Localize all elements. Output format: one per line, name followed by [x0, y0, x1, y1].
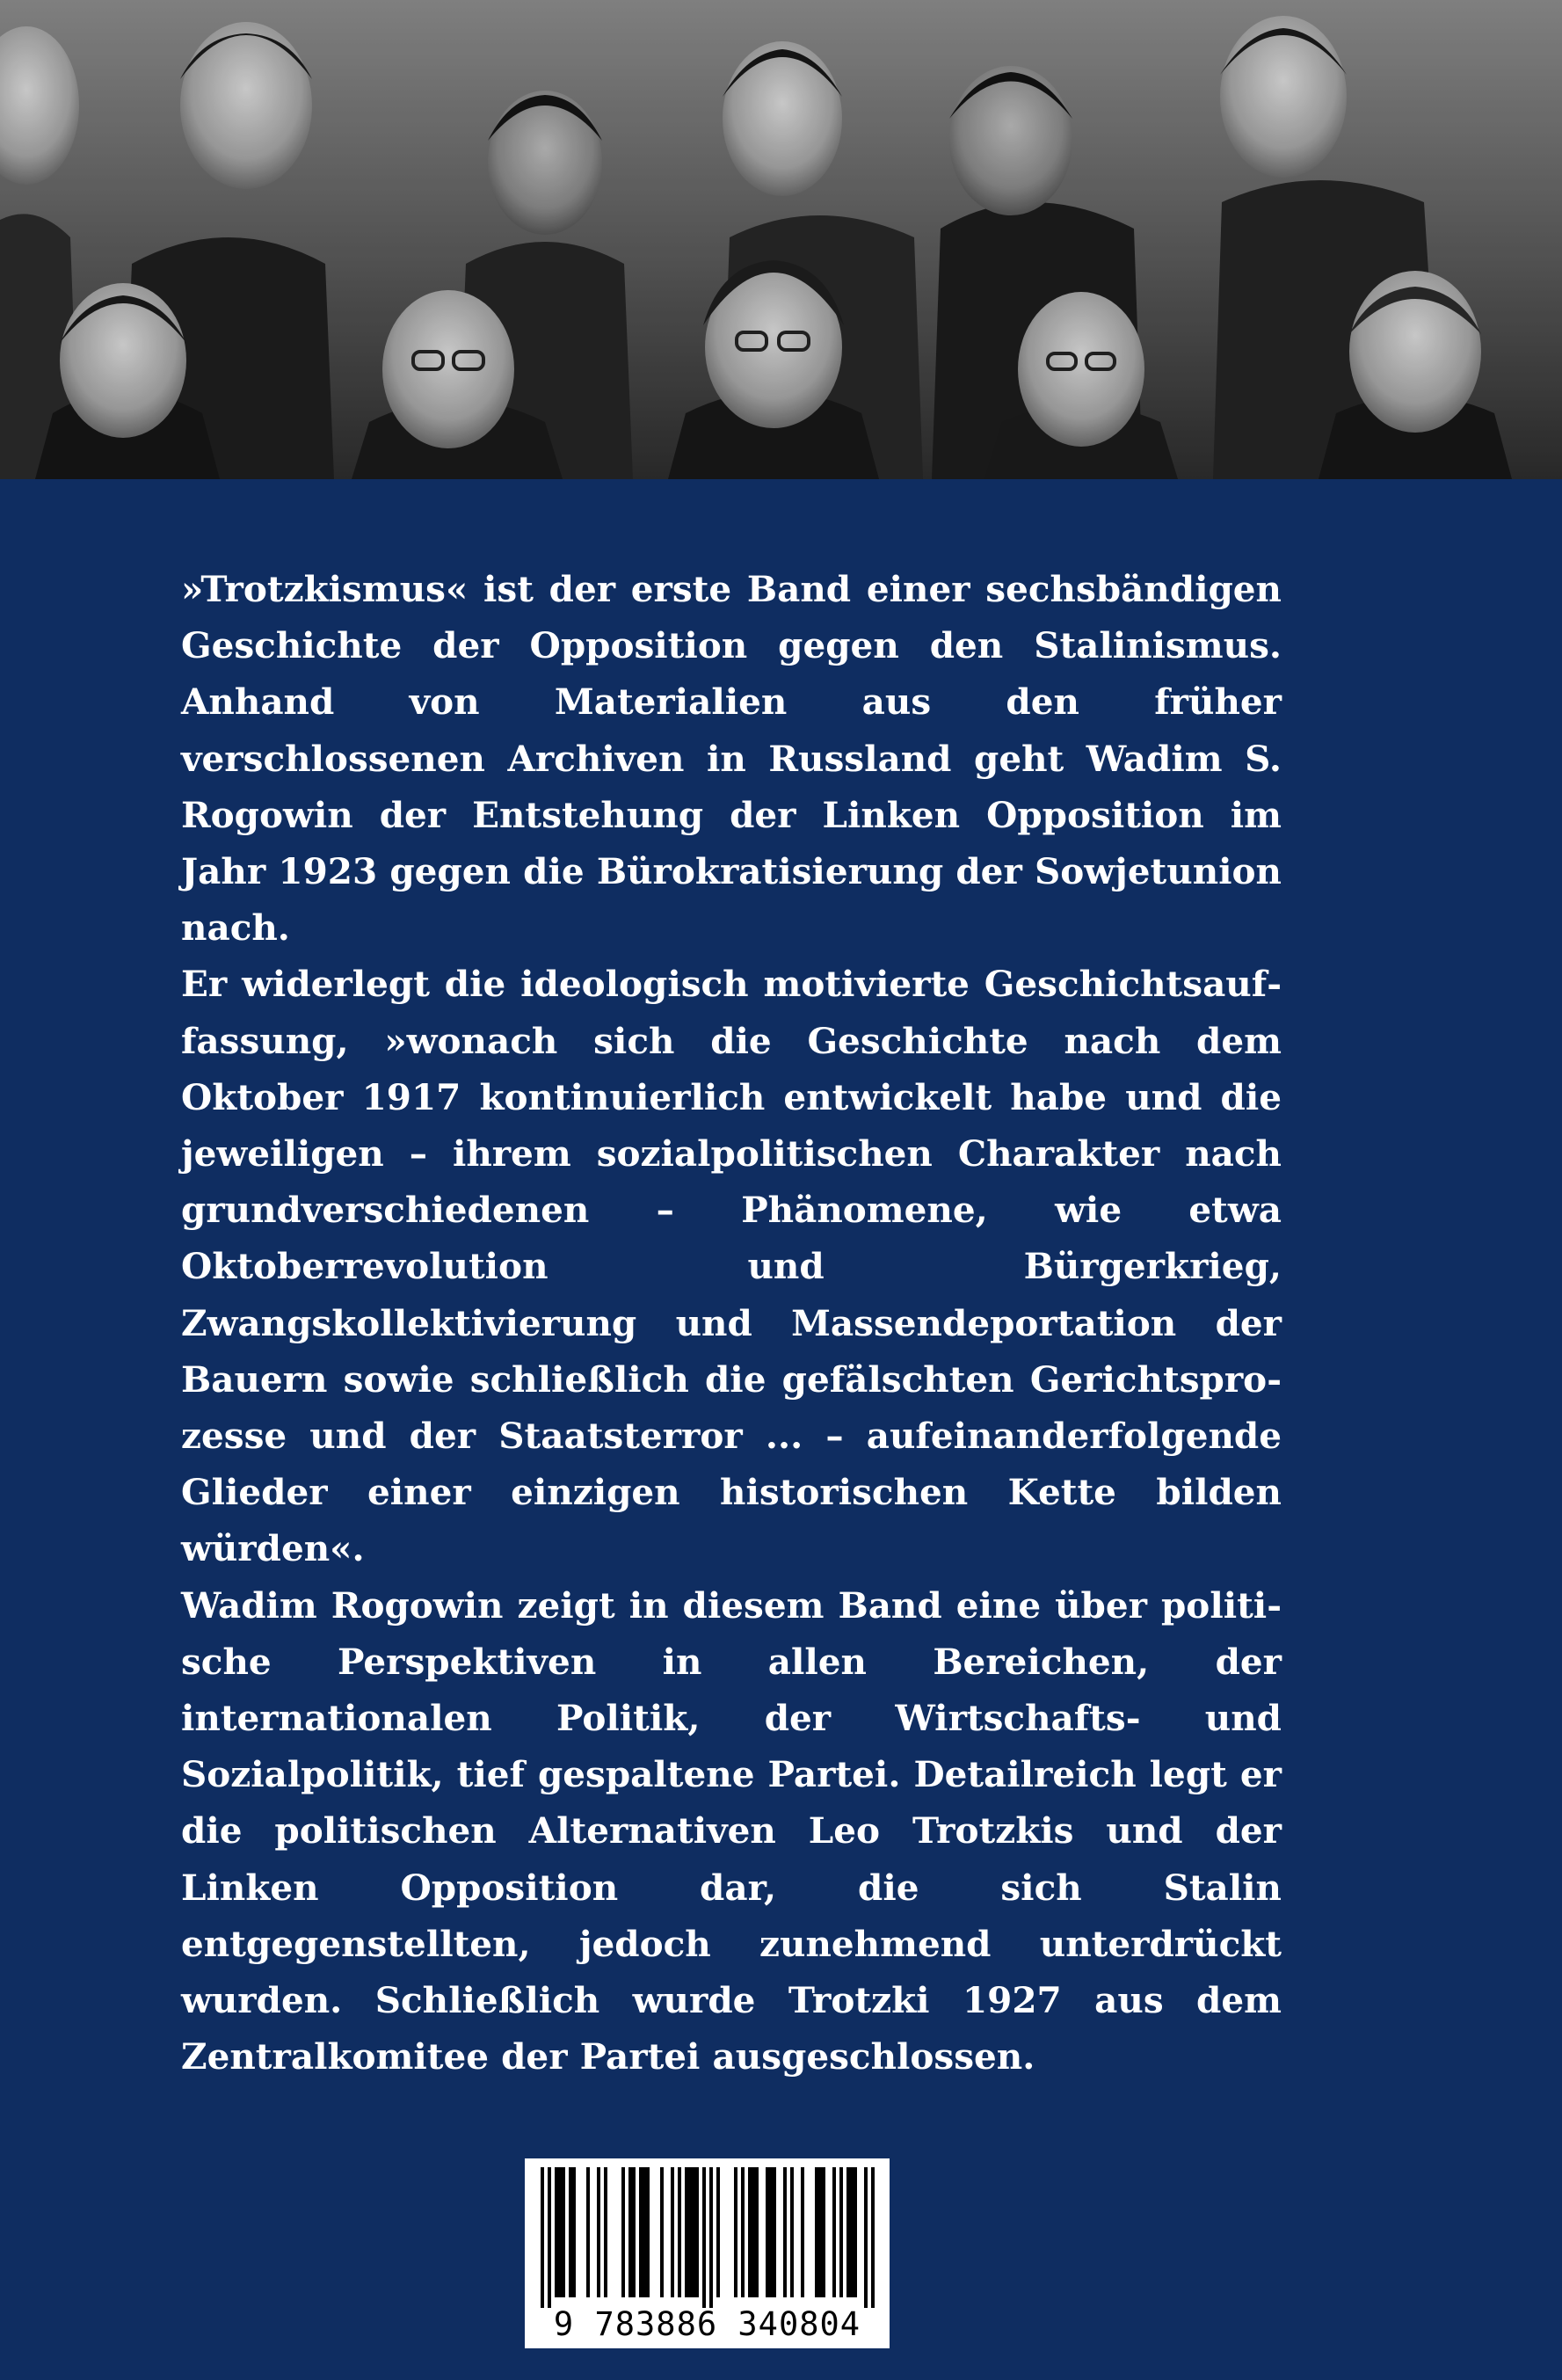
barcode-bar — [586, 2167, 590, 2297]
barcode-bar — [643, 2167, 646, 2297]
barcode-bar — [702, 2167, 706, 2308]
blurb-paragraph-1: »Trotzkismus« ist der erste Band einer sechsbändigen Geschichte der Opposition gegen den Stalinismus. Anhand von Materialien aus den früher verschlossenen Archiven in Russland geht Wadim S. Rogowin der Entstehung der Linken Opposition im Jahr 1923 gegen die Bürokratisierung der Sowjetunion nach. — [181, 568, 1282, 950]
barcode-bar — [846, 2167, 850, 2297]
barcode-bar — [695, 2167, 699, 2297]
group-photograph — [0, 0, 1562, 479]
barcode-bar — [604, 2167, 607, 2297]
barcode-bar — [572, 2167, 576, 2297]
barcode-bar — [597, 2167, 600, 2297]
barcode-bar — [839, 2167, 843, 2297]
barcode-bar — [871, 2167, 875, 2308]
barcode-bar — [632, 2167, 636, 2297]
barcode-bar — [755, 2167, 759, 2297]
barcode-bar — [541, 2167, 544, 2308]
barcode-bar — [854, 2167, 857, 2297]
blurb-paragraph-3: Wadim Rogowin zeigt in diesem Band eine über politische Perspektiven in allen Bereichen, der internationalen Politik, der Wirtschafts- und Sozialpolitik, tief gespaltene Partei. Detailreich legt er die politischen Alternativen Leo Trotzkis und der Linken Opposition dar, die sich Stalin entgegenstellten, jedoch zunehmend unterdrückt wurden. Schließlich wurde Trotzki 1927 aus dem Zentralkomitee der Partei ausgeschlossen. — [181, 1583, 1282, 2078]
barcode-bar — [741, 2167, 745, 2297]
barcode-bar — [766, 2167, 769, 2297]
barcode-bar — [678, 2167, 681, 2297]
barcode-bar — [660, 2167, 664, 2297]
barcode-bar — [646, 2167, 650, 2297]
barcode-bar — [558, 2167, 562, 2297]
barcode-bar — [734, 2167, 737, 2297]
photo-illustration — [0, 0, 1562, 479]
barcode-digits: 9 783886 340804 — [553, 2305, 861, 2343]
barcode-bar — [815, 2167, 818, 2297]
isbn-barcode — [525, 2158, 890, 2348]
barcode-bar — [773, 2167, 776, 2297]
barcode-bar — [621, 2167, 625, 2297]
barcode-bar — [864, 2167, 868, 2308]
barcode-bar — [783, 2167, 787, 2297]
barcode-bar — [688, 2167, 692, 2297]
barcode-bar — [716, 2167, 720, 2297]
barcode-bar — [832, 2167, 836, 2297]
barcode-bar — [692, 2167, 695, 2297]
barcode-bar — [569, 2167, 572, 2297]
barcode-bar — [790, 2167, 794, 2297]
barcode-bar — [671, 2167, 674, 2297]
barcode-bar — [685, 2167, 688, 2297]
barcode-bar — [709, 2167, 713, 2308]
barcode-bar — [752, 2167, 755, 2297]
blurb-text — [181, 561, 1282, 2085]
barcode-bar — [562, 2167, 565, 2297]
barcode-bar — [801, 2167, 804, 2297]
barcode-bar — [628, 2167, 632, 2297]
barcode-bar — [850, 2167, 854, 2297]
barcode-bar — [639, 2167, 643, 2297]
barcode-bar — [748, 2167, 752, 2297]
barcode-bar — [769, 2167, 773, 2297]
barcode-bar — [555, 2167, 558, 2297]
barcode-bar — [818, 2167, 822, 2297]
barcode-bar — [548, 2167, 551, 2308]
blurb-paragraph-2: Er widerlegt die ideologisch motivierte Geschichtsauffassung, »wonach sich die Geschichte nach dem Oktober 1917 kontinuierlich entwickelt habe und die jeweiligen – ihrem sozialpolitischen Charakter nach grundverschiedenen – Phänomene, wie etwa Oktoberrevolution und Bürgerkrieg, Zwangskollektivierung und Massendeportation der Bauern sowie schließlich die gefälschten Gerichtsprozesse und der Staatsterror ... – aufeinanderfolgende Glieder einer einzigen historischen Kette bilden würden«. — [181, 963, 1282, 1570]
barcode-bar — [822, 2167, 825, 2297]
